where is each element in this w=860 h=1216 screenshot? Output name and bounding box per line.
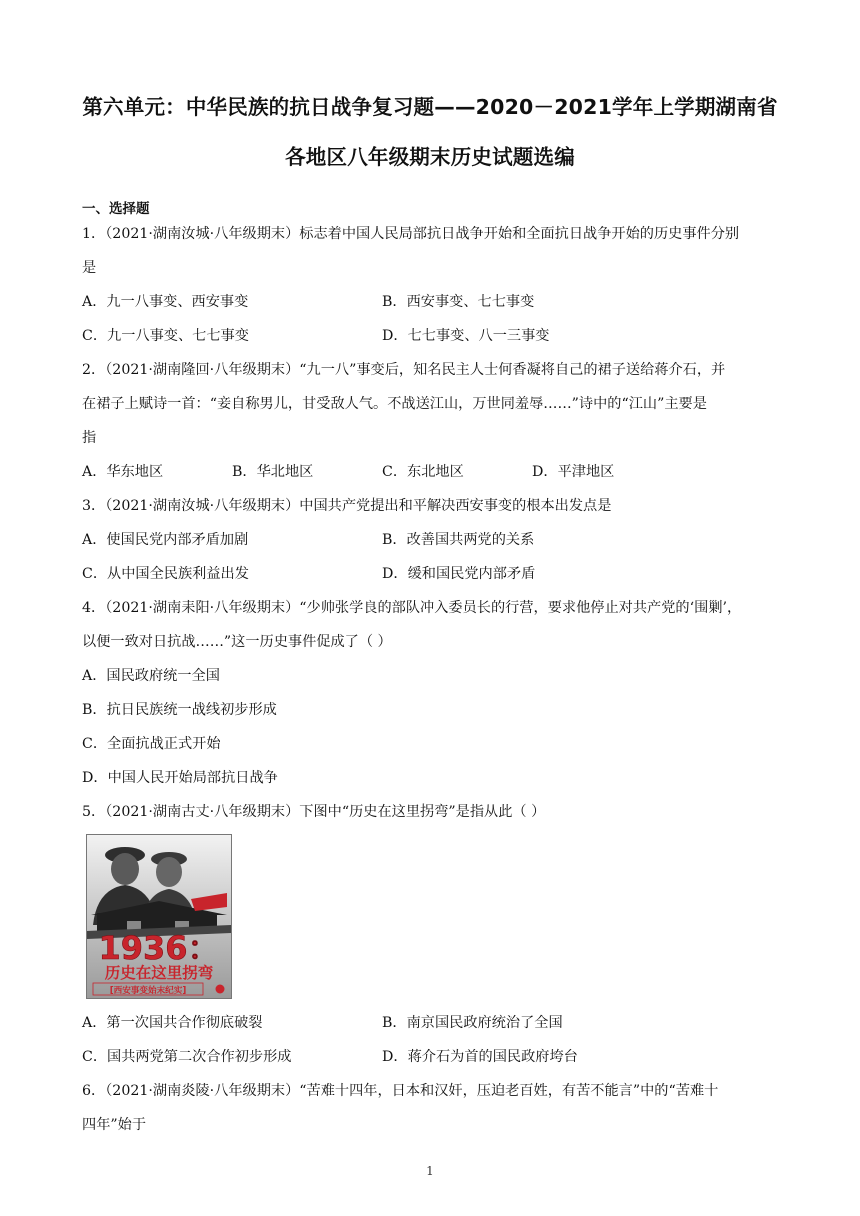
question-4-option-d: D．中国人民开始局部抗日战争 <box>82 770 278 786</box>
question-2-text-cont-2: 指 <box>82 430 97 446</box>
question-2-text: 2．（2021·湖南隆回·八年级期末）“九一八”事变后，知名民主人士何香凝将自己的裙子送给蒋介石，并 <box>82 362 726 378</box>
question-2-option-a: A．华东地区 <box>82 464 164 480</box>
page-number: 1 <box>426 1164 434 1178</box>
question-4-text-cont: 以便一致对日抗战……”这一历史事件促成了（ ） <box>82 634 392 650</box>
question-4-text: 4．（2021·湖南耒阳·八年级期末）“少帅张学良的部队冲入委员长的行营，要求他停止对共产党的‘围剿’， <box>82 600 742 616</box>
question-3-text: 3．（2021·湖南汝城·八年级期末）中国共产党提出和平解决西安事变的根本出发点是 <box>82 498 612 514</box>
question-5-option-c: C．国共两党第二次合作初步形成 <box>82 1049 292 1065</box>
question-4-option-a: A．国民政府统一全国 <box>82 668 220 684</box>
question-6-text-cont: 四年”始于 <box>82 1117 147 1133</box>
publisher-logo-icon <box>216 985 225 994</box>
question-3-option-a: A．使国民党内部矛盾加剧 <box>82 532 249 548</box>
cover-year-text: 1936： <box>98 929 220 967</box>
question-2-option-c: C．东北地区 <box>382 464 464 480</box>
question-5-text: 5．（2021·湖南古丈·八年级期末）下图中“历史在这里拐弯”是指从此（ ） <box>82 804 546 820</box>
question-4-option-c: C．全面抗战正式开始 <box>82 736 221 752</box>
question-1-option-a: A．九一八事变、西安事变 <box>82 294 249 310</box>
question-3-option-c: C．从中国全民族利益出发 <box>82 566 249 582</box>
question-5-option-a: A．第一次国共合作彻底破裂 <box>82 1015 263 1031</box>
question-1-option-c: C．九一八事变、七七事变 <box>82 328 249 344</box>
book-cover-illustration <box>87 835 231 998</box>
question-1-option-b: B．西安事变、七七事变 <box>382 294 535 310</box>
question-3-option-b: B．改善国共两党的关系 <box>382 532 535 548</box>
question-3-option-d: D．缓和国民党内部矛盾 <box>382 566 536 582</box>
section-heading: 一、选择题 <box>82 201 150 217</box>
question-2-option-b: B．华北地区 <box>232 464 314 480</box>
question-4-option-b: B．抗日民族统一战线初步形成 <box>82 702 277 718</box>
question-1-text-cont: 是 <box>82 260 97 276</box>
cover-headline-text: 历史在这里拐弯 <box>104 964 214 982</box>
question-5-option-b: B．南京国民政府统治了全国 <box>382 1015 563 1031</box>
page-title-line-1: 第六单元：中华民族的抗日战争复习题——2020－2021学年上学期湖南省 <box>82 95 778 119</box>
book-cover-image <box>86 834 232 999</box>
question-5-option-d: D．蒋介石为首的国民政府垮台 <box>382 1049 578 1065</box>
question-6-text: 6．（2021·湖南炎陵·八年级期末）“苦难十四年，日本和汉奸，压迫老百姓，有苦不能言”中的“苦难十 <box>82 1083 719 1099</box>
question-2-text-cont: 在裙子上赋诗一首：“妾自称男儿，甘受敌人气。不战送江山，万世同羞辱……”诗中的“江山”主要是 <box>82 396 707 412</box>
question-1-option-d: D．七七事变、八一三事变 <box>382 328 550 344</box>
question-2-option-d: D．平津地区 <box>532 464 615 480</box>
question-1-text: 1．（2021·湖南汝城·八年级期末）标志着中国人民局部抗日战争开始和全面抗日战争开始的历史事件分别 <box>82 226 740 242</box>
cover-subtitle-text: [西安事变始末纪实] <box>109 986 187 996</box>
page-title-line-2: 各地区八年级期末历史试题选编 <box>285 145 575 169</box>
